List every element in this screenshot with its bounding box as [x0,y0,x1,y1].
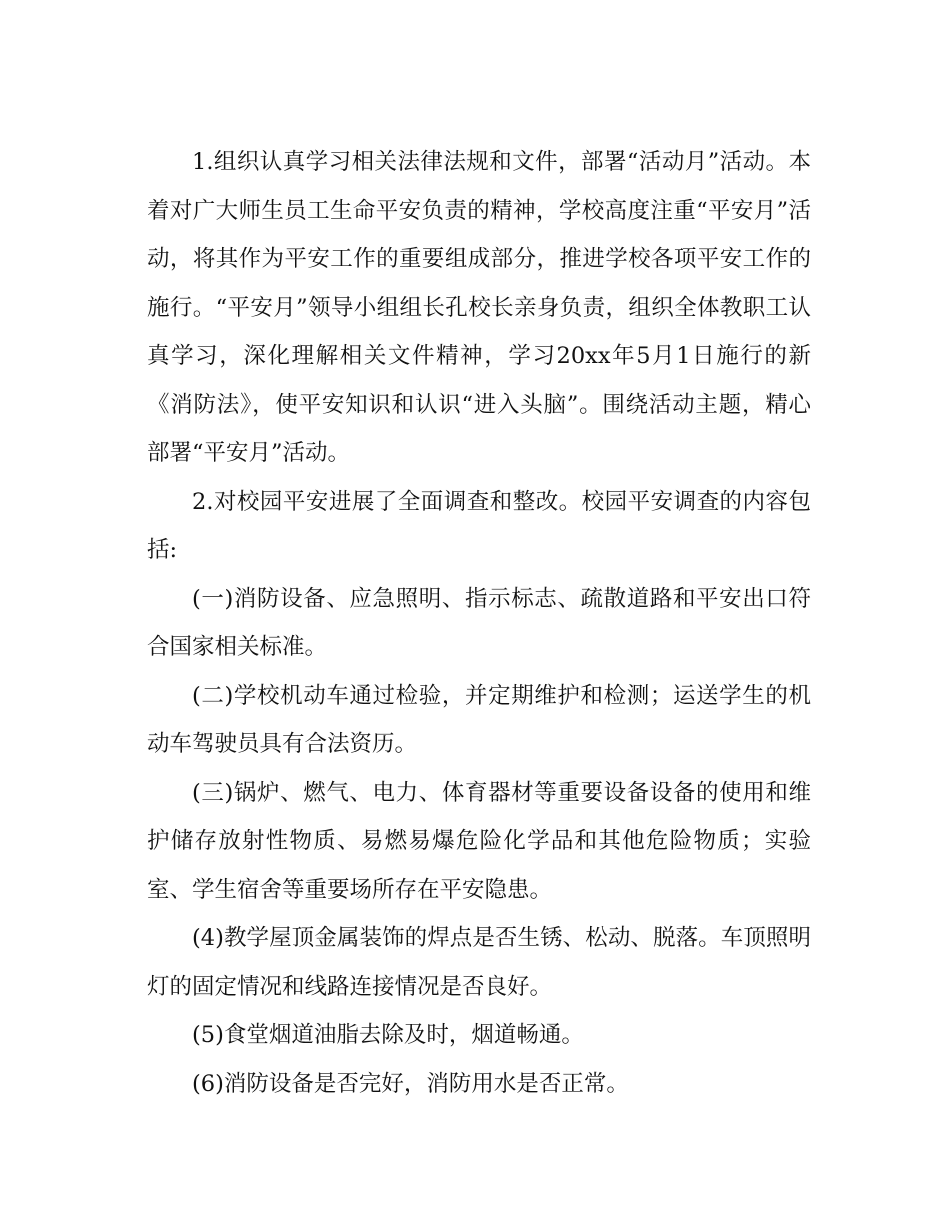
paragraph-6: (4)教学屋顶金属装饰的焊点是否生锈、松动、脱落。车顶照明灯的固定情况和线路连接情况是否良好。 [147,925,811,1000]
paragraph-1: 1.组织认真学习相关法律法规和文件，部署“活动月”活动。本着对广大师生员工生命平安负责的精神，学校高度注重“平安月”活动，将其作为平安工作的重要组成部分，推进学校各项平安工作的施行。“平安月”领导小组组长孔校长亲身负责，组织全体教职工认真学习，深化理解相关文件精神，学习20xx年5月1日施行的新《消防法》，使平安知识和认识“进入头脑”。围绕活动主题，精心部署“平安月”活动。 [147,149,811,466]
paragraph-4: (二)学校机动车通过检验，并定期维护和检测；运送学生的机动车驾驶员具有合法资历。 [147,682,811,757]
paragraph-7: (5)食堂烟道油脂去除及时，烟道畅通。 [192,1022,584,1048]
paragraph-2: 2.对校园平安进展了全面调查和整改。校园平安调查的内容包括: [147,488,811,563]
document-body [147,138,811,1108]
paragraph-3: (一)消防设备、应急照明、指示标志、疏散道路和平安出口符合国家相关标准。 [147,585,811,660]
paragraph-5: (三)锅炉、燃气、电力、体育器材等重要设备设备的使用和维护储存放射性物质、易燃易爆危险化学品和其他危险物质；实验室、学生宿舍等重要场所存在平安隐患。 [147,779,811,903]
paragraph-8: (6)消防设备是否完好，消防用水是否正常。 [192,1070,629,1097]
